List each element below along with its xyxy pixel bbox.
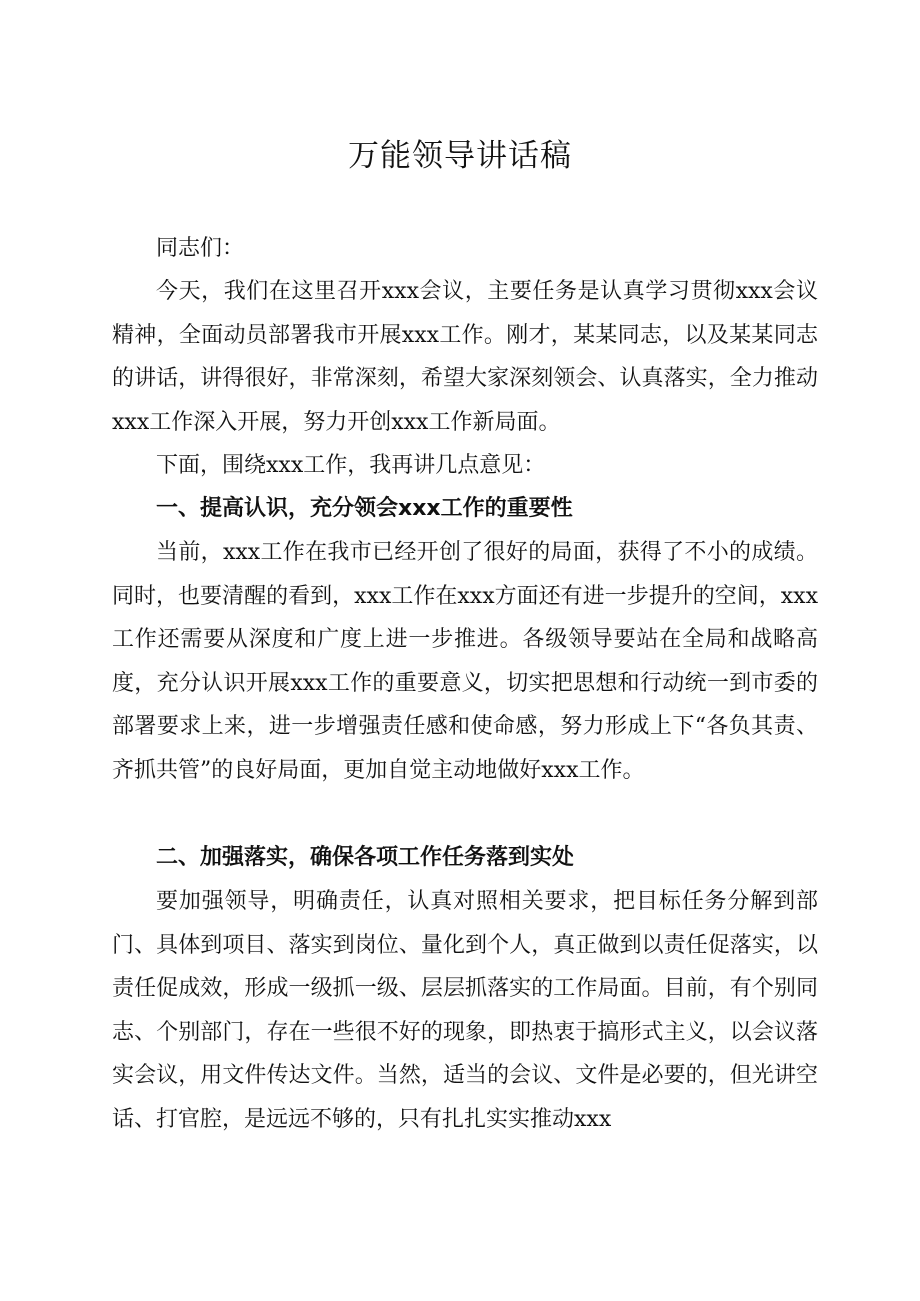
paragraph-section-2: 要加强领导，明确责任，认真对照相关要求，把目标任务分解到部门、具体到项目、落实到岗位、量化到个人，真正做到以责任促落实，以责任促成效，形成一级抓一级、层层抓落实的工作局面。目前，有个别同志、个别部门，存在一些很不好的现象，即热衷于搞形式主义，以会议落实会议，用文件传达文件。当然，适当的会议、文件是必要的，但光讲空话、打官腔，是远远不够的，只有扎扎实实推动xxx — [112, 889, 818, 1132]
paragraph-opening: 今天，我们在这里召开xxx会议，主要任务是认真学习贯彻xxx会议精神，全面动员部署我市开展xxx工作。刚才，某某同志，以及某某同志的讲话，讲得很好，非常深刻，希望大家深刻领会、认真落实，全力推动xxx工作深入开展，努力开创xxx工作新局面。 — [112, 279, 818, 435]
section-heading-2: 二、加强落实，确保各项工作任务落到实处 — [156, 845, 575, 870]
section-heading-1: 一、提高认识，充分领会xxx工作的重要性 — [156, 496, 573, 521]
paragraph-transition: 下面，围绕xxx工作，我再讲几点意见： — [156, 453, 546, 478]
greeting: 同志们： — [156, 236, 245, 261]
document-title: 万能领导讲话稿 — [348, 138, 572, 174]
paragraph-section-1: 当前，xxx工作在我市已经开创了很好的局面，获得了不小的成绩。同时，也要清醒的看到，xxx工作在xxx方面还有进一步提升的空间，xxx工作还需要从深度和广度上进一步推进。各级领导要站在全局和战略高度，充分认识开展xxx工作的重要意义，切实把思想和行动统一到市委的部署要求上来，进一步增强责任感和使命感，努力形成上下“各负其责、齐抓共管”的良好局面，更加自觉主动地做好xxx工作。 — [112, 540, 818, 783]
